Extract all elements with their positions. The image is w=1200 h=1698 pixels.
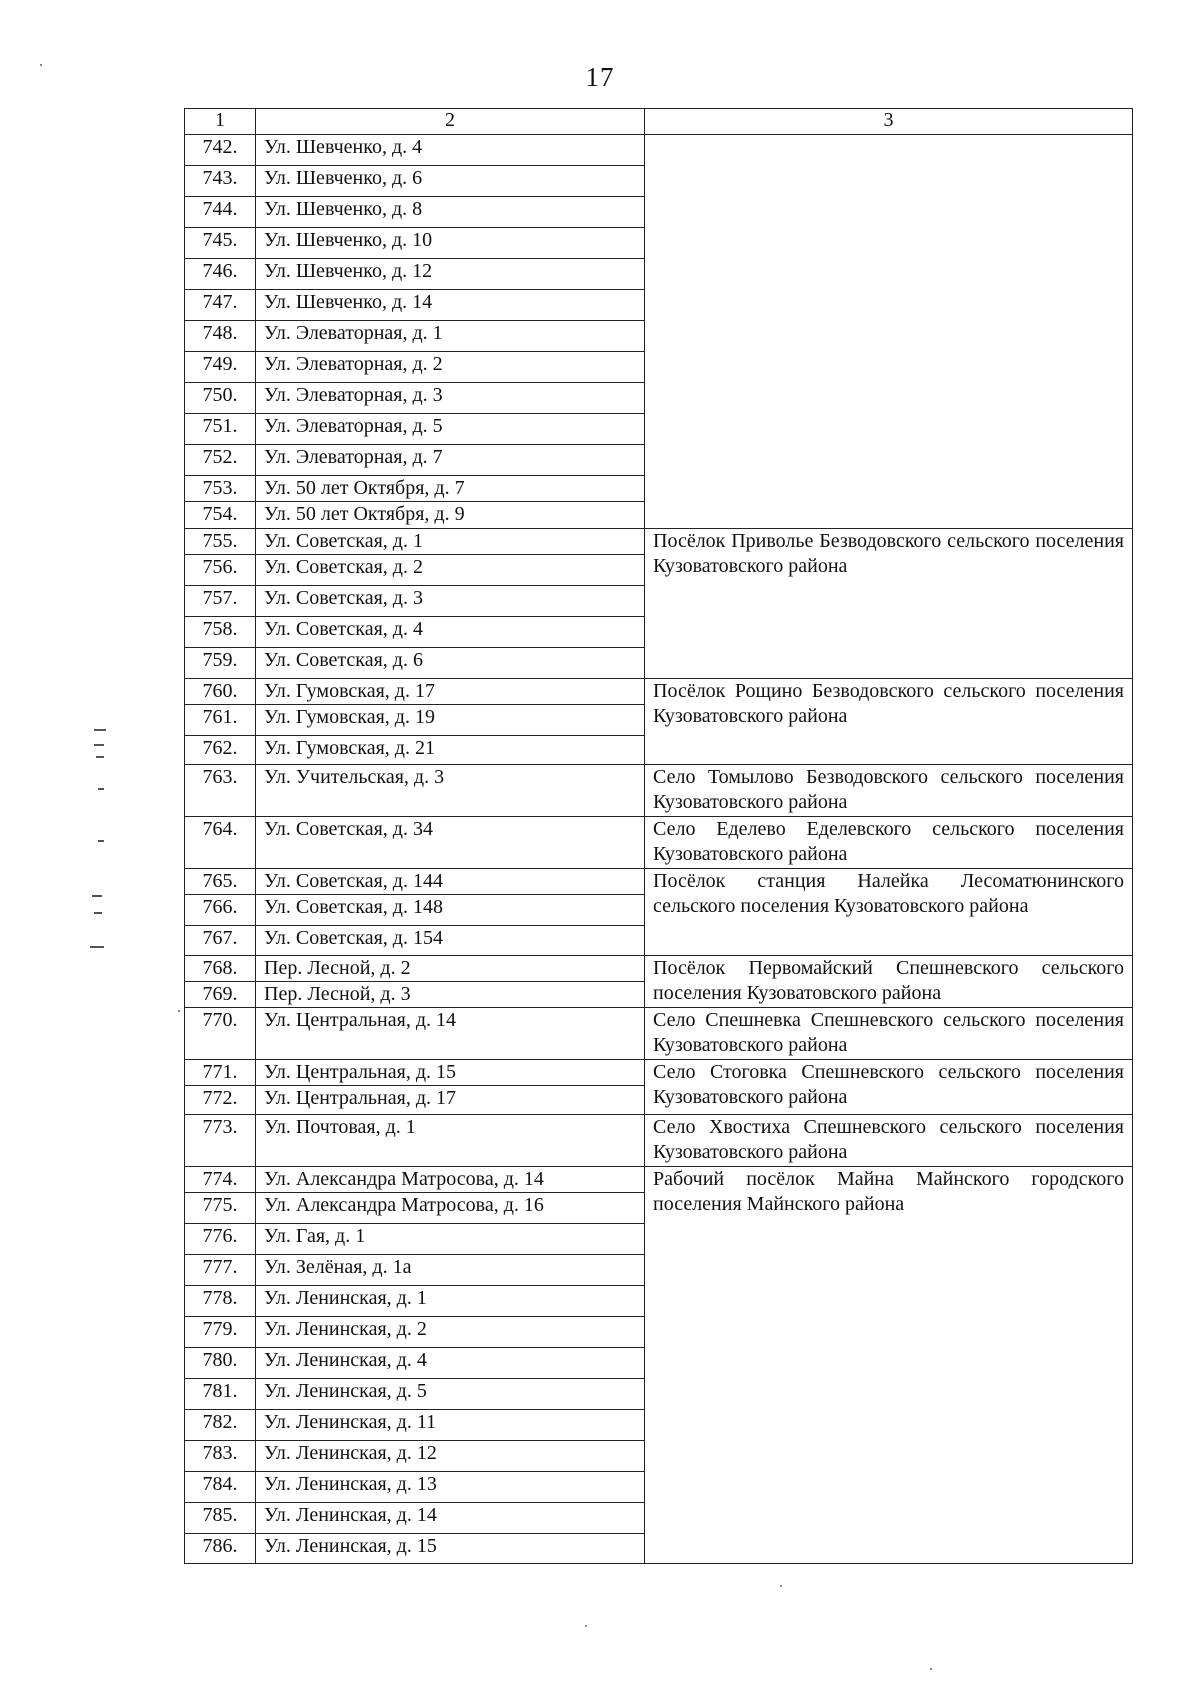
row-number: 759. (185, 648, 256, 679)
table-row (185, 869, 1133, 895)
address-cell: Ул. Советская, д. 1 (256, 529, 645, 555)
row-number: 774. (185, 1167, 256, 1193)
table-row (185, 679, 1133, 705)
address-cell: Ул. Шевченко, д. 10 (256, 228, 645, 259)
address-cell: Ул. Элеваторная, д. 7 (256, 445, 645, 476)
row-number: 756. (185, 555, 256, 586)
row-number: 742. (185, 135, 256, 166)
row-number: 751. (185, 414, 256, 445)
scan-artifact (96, 756, 104, 758)
address-cell: Ул. Ленинская, д. 12 (256, 1441, 645, 1472)
scan-artifact (94, 729, 106, 731)
scan-artifact (94, 744, 104, 746)
address-cell: Ул. Элеваторная, д. 3 (256, 383, 645, 414)
address-cell: Ул. Ленинская, д. 15 (256, 1534, 645, 1564)
address-cell: Пер. Лесной, д. 2 (256, 956, 645, 982)
header-row (185, 109, 1133, 135)
address-cell: Ул. Зелёная, д. 1а (256, 1255, 645, 1286)
address-cell: Ул. Почтовая, д. 1 (256, 1115, 645, 1167)
row-number: 755. (185, 529, 256, 555)
address-cell: Ул. 50 лет Октября, д. 7 (256, 476, 645, 502)
address-cell: Ул. Ленинская, д. 4 (256, 1348, 645, 1379)
row-number: 780. (185, 1348, 256, 1379)
row-number: 743. (185, 166, 256, 197)
row-number: 766. (185, 895, 256, 926)
row-number: 783. (185, 1441, 256, 1472)
row-number: 753. (185, 476, 256, 502)
table-row (185, 1167, 1133, 1193)
scan-artifact (178, 1010, 180, 1012)
scan-artifact (92, 895, 102, 897)
settlement-cell: Рабочий посёлок Майна Майнского городского поселения Майнского района (645, 1167, 1133, 1564)
address-cell: Ул. Центральная, д. 17 (256, 1086, 645, 1115)
address-cell: Ул. Шевченко, д. 14 (256, 290, 645, 321)
row-number: 781. (185, 1379, 256, 1410)
row-number: 769. (185, 982, 256, 1008)
table-row (185, 817, 1133, 869)
address-cell: Ул. Шевченко, д. 8 (256, 197, 645, 228)
row-number: 782. (185, 1410, 256, 1441)
scan-artifact (585, 1625, 587, 1627)
settlement-cell: Посёлок станция Налейка Лесоматюнинского сельского поселения Кузоватовского района (645, 869, 1133, 956)
row-number: 758. (185, 617, 256, 648)
row-number: 771. (185, 1060, 256, 1086)
address-cell: Ул. Ленинская, д. 2 (256, 1317, 645, 1348)
row-number: 772. (185, 1086, 256, 1115)
scan-artifact (780, 1585, 782, 1587)
row-number: 750. (185, 383, 256, 414)
row-number: 747. (185, 290, 256, 321)
table-row (185, 765, 1133, 817)
address-cell: Ул. Ленинская, д. 11 (256, 1410, 645, 1441)
row-number: 773. (185, 1115, 256, 1167)
address-cell: Ул. Элеваторная, д. 1 (256, 321, 645, 352)
table-row (185, 135, 1133, 166)
settlement-cell: Посёлок Приволье Безводовского сельского поселения Кузоватовского района (645, 529, 1133, 679)
address-cell: Ул. Элеваторная, д. 5 (256, 414, 645, 445)
address-cell: Ул. Советская, д. 34 (256, 817, 645, 869)
address-cell: Ул. Александра Матросова, д. 14 (256, 1167, 645, 1193)
scan-artifact (40, 64, 42, 66)
row-number: 748. (185, 321, 256, 352)
address-cell: Ул. Советская, д. 6 (256, 648, 645, 679)
address-cell: Ул. Ленинская, д. 5 (256, 1379, 645, 1410)
settlement-cell: Село Стоговка Спешневского сельского поселения Кузоватовского района (645, 1060, 1133, 1115)
row-number: 760. (185, 679, 256, 705)
settlement-cell: Посёлок Рощино Безводовского сельского поселения Кузоватовского района (645, 679, 1133, 765)
address-cell: Ул. Ленинская, д. 13 (256, 1472, 645, 1503)
row-number: 744. (185, 197, 256, 228)
row-number: 767. (185, 926, 256, 956)
settlement-cell: Посёлок Первомайский Спешневского сельского поселения Кузоватовского района (645, 956, 1133, 1008)
row-number: 745. (185, 228, 256, 259)
row-number: 776. (185, 1224, 256, 1255)
settlement-cell: Село Спешневка Спешневского сельского поселения Кузоватовского района (645, 1008, 1133, 1060)
address-cell: Ул. Элеваторная, д. 2 (256, 352, 645, 383)
scan-artifact (98, 788, 104, 790)
row-number: 762. (185, 736, 256, 765)
row-number: 761. (185, 705, 256, 736)
row-number: 779. (185, 1317, 256, 1348)
address-cell: Ул. Гумовская, д. 17 (256, 679, 645, 705)
row-number: 757. (185, 586, 256, 617)
address-cell: Ул. 50 лет Октября, д. 9 (256, 502, 645, 529)
settlement-cell: Село Еделево Еделевского сельского поселения Кузоватовского района (645, 817, 1133, 869)
row-number: 764. (185, 817, 256, 869)
column-header: 3 (645, 109, 1133, 135)
row-number: 786. (185, 1534, 256, 1564)
row-number: 775. (185, 1193, 256, 1224)
settlement-cell (645, 135, 1133, 529)
column-header: 1 (185, 109, 256, 135)
settlement-cell: Село Томылово Безводовского сельского поселения Кузоватовского района (645, 765, 1133, 817)
address-cell: Ул. Гумовская, д. 19 (256, 705, 645, 736)
address-cell: Ул. Советская, д. 2 (256, 555, 645, 586)
address-cell: Ул. Учительская, д. 3 (256, 765, 645, 817)
table-row (185, 1115, 1133, 1167)
row-number: 768. (185, 956, 256, 982)
page-number: 17 (585, 62, 615, 92)
scan-artifact (930, 1668, 932, 1670)
address-cell: Ул. Центральная, д. 14 (256, 1008, 645, 1060)
row-number: 778. (185, 1286, 256, 1317)
row-number: 777. (185, 1255, 256, 1286)
table-row (185, 529, 1133, 555)
row-number: 770. (185, 1008, 256, 1060)
scan-artifact (98, 840, 104, 842)
address-cell: Ул. Советская, д. 154 (256, 926, 645, 956)
address-table (184, 108, 1133, 1564)
row-number: 785. (185, 1503, 256, 1534)
address-cell: Ул. Александра Матросова, д. 16 (256, 1193, 645, 1224)
row-number: 749. (185, 352, 256, 383)
address-cell: Ул. Ленинская, д. 1 (256, 1286, 645, 1317)
address-cell: Ул. Ленинская, д. 14 (256, 1503, 645, 1534)
table-row (185, 1008, 1133, 1060)
address-cell: Ул. Советская, д. 3 (256, 586, 645, 617)
address-cell: Ул. Шевченко, д. 12 (256, 259, 645, 290)
settlement-cell: Село Хвостиха Спешневского сельского поселения Кузоватовского района (645, 1115, 1133, 1167)
column-header: 2 (256, 109, 645, 135)
row-number: 746. (185, 259, 256, 290)
row-number: 784. (185, 1472, 256, 1503)
address-cell: Ул. Шевченко, д. 6 (256, 166, 645, 197)
scan-artifact (94, 912, 102, 914)
address-cell: Ул. Шевченко, д. 4 (256, 135, 645, 166)
row-number: 754. (185, 502, 256, 529)
address-cell: Ул. Советская, д. 144 (256, 869, 645, 895)
address-cell: Ул. Гая, д. 1 (256, 1224, 645, 1255)
address-cell: Ул. Центральная, д. 15 (256, 1060, 645, 1086)
scan-artifact (90, 946, 104, 948)
row-number: 763. (185, 765, 256, 817)
table-row (185, 956, 1133, 982)
address-cell: Пер. Лесной, д. 3 (256, 982, 645, 1008)
row-number: 765. (185, 869, 256, 895)
row-number: 752. (185, 445, 256, 476)
address-cell: Ул. Гумовская, д. 21 (256, 736, 645, 765)
address-cell: Ул. Советская, д. 4 (256, 617, 645, 648)
address-cell: Ул. Советская, д. 148 (256, 895, 645, 926)
table-row (185, 1060, 1133, 1086)
